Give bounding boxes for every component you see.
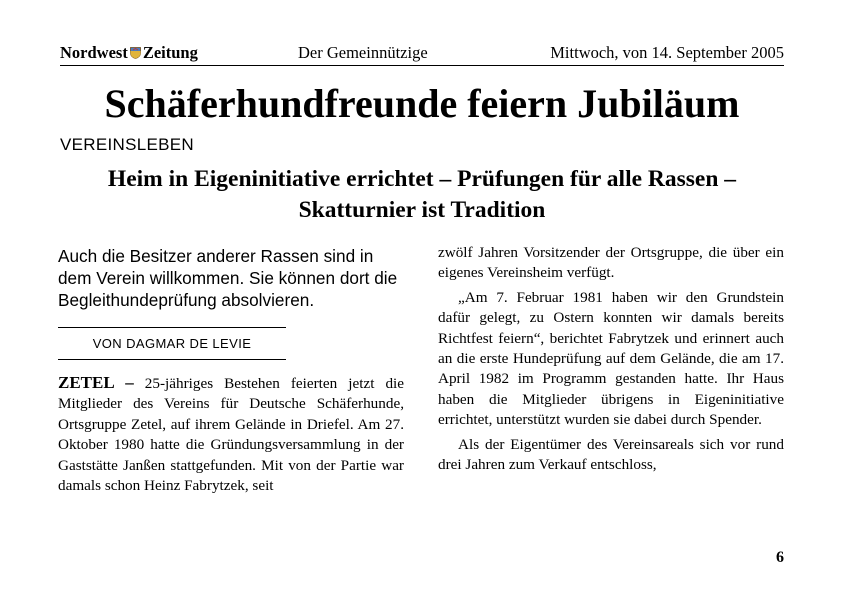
article-paragraph-3: Als der Eigentümer des Vereinsareals sich vor rund drei Jahren zum Verkauf entschloss, xyxy=(438,435,784,474)
byline: VON DAGMAR DE LEVIE xyxy=(92,336,252,351)
byline-rule-top xyxy=(58,327,286,328)
kicker: VEREINSLEBEN xyxy=(60,135,194,154)
dateline: ZETEL – xyxy=(58,373,134,392)
article-column-right xyxy=(438,243,784,475)
page-number: 6 xyxy=(776,549,784,566)
issue-date: Mittwoch, von 14. September 2005 xyxy=(550,43,784,62)
paragraph-1-text: 25-jähriges Bestehen feierten jetzt die Mitglieder des Vereins für Deutsche Schäferhunde, Ortsgruppe Zetel, auf ihrem Gelände in Driefel. Am 27. Oktober 1980 hatte die Gründungsversammlung in der Gaststätte Janßen stattgefunden. Mit von der Partie war damals schon Heinz Fabrytzek, seit xyxy=(58,375,405,495)
article-paragraph-1-continued: zwölf Jahren Vorsitzender der Ortsgruppe, die über ein eigenes Vereinsheim verfügt. xyxy=(438,244,784,282)
headline: Schäferhundfreunde feiern Jubiläum xyxy=(104,81,740,126)
newspaper-name-part2: Zeitung xyxy=(142,43,198,62)
teaser: Auch die Besitzer anderer Rassen sind in dem Verein willkommen. Sie können dort die Begleithundeprüfung absolvieren. xyxy=(58,246,398,310)
masthead xyxy=(60,43,784,66)
article-paragraph-2: „Am 7. Februar 1981 haben wir den Grundstein dafür gelegt, zu Ostern konnten wir damals bereits Richtfest feiern“, berichtet Fabrytzek und erinnert auch an die erste Hundeprüfung auf dem Gelände, die am 17. April 1982 im Programm gestanden hatte. Ihr Haus haben die Mitglieder übrigens in Eigeninitiative errichtet, unterstützt wurden sie dabei durch Spender. xyxy=(438,288,784,429)
newspaper-name xyxy=(60,43,198,63)
article-column-left xyxy=(58,245,404,496)
article-paragraph-1 xyxy=(58,373,404,496)
crest-icon xyxy=(130,47,141,59)
subheadline: Heim in Eigeninitiative errichtet – Prüfungen für alle Rassen – Skatturnier ist Tradition xyxy=(107,166,737,223)
newspaper-name-part1: Nordwest xyxy=(60,43,128,62)
section-title: Der Gemeinnützige xyxy=(298,43,428,62)
